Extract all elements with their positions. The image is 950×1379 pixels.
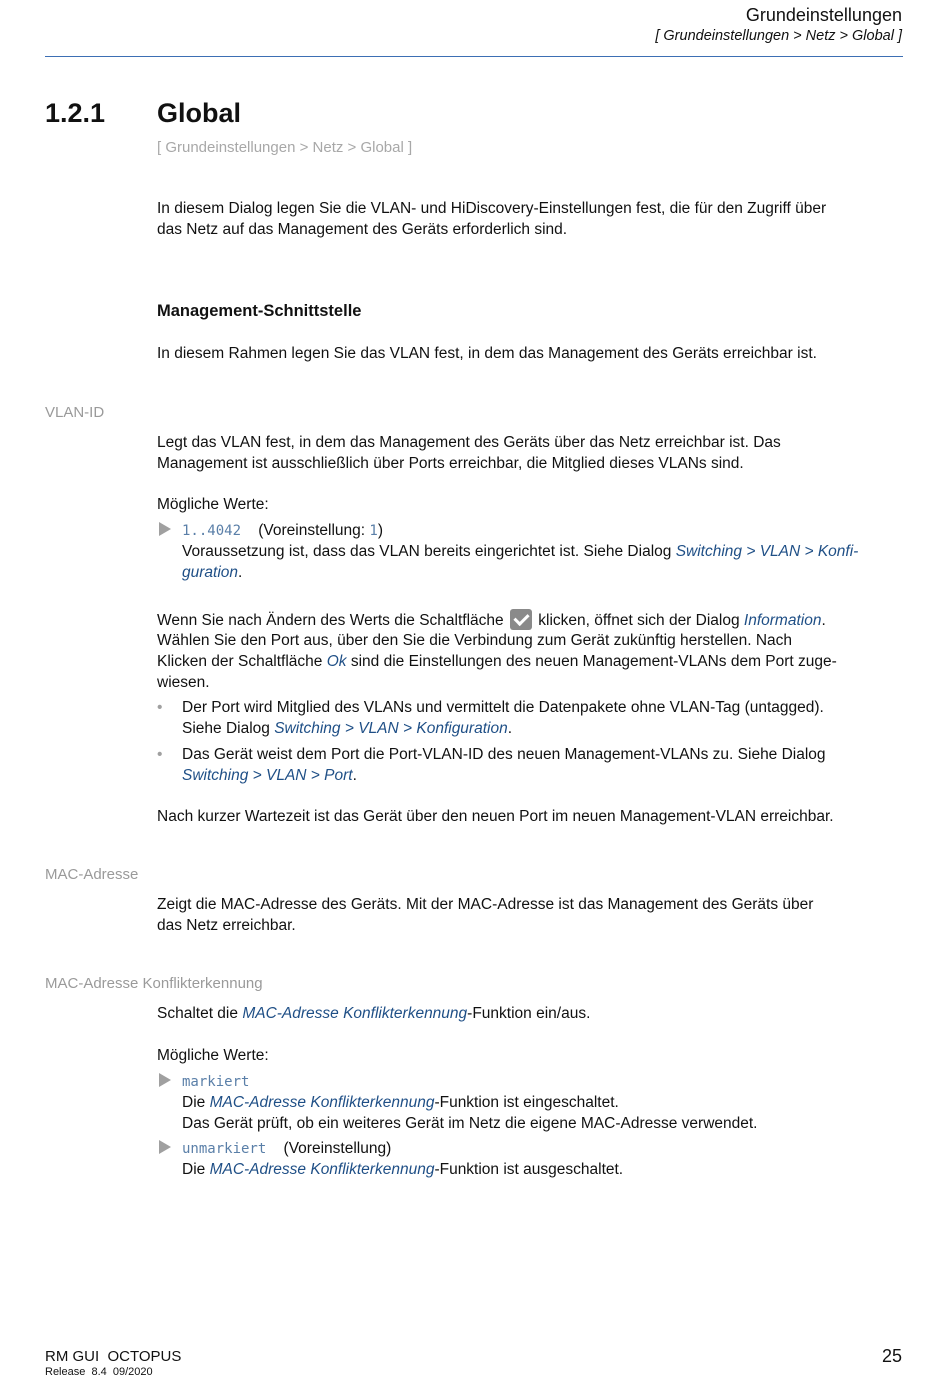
vlan-change-text: Wenn Sie nach Ändern des Werts die Schaltfläche <box>157 612 508 629</box>
vlan-change-line-2: Wählen Sie den Port aus, über den Sie die Verbindung zum Gerät zukünftig herstellen. Nach <box>157 632 793 649</box>
footer-product: RM GUI OCTOPUS <box>45 1348 182 1365</box>
v2-suffix: -Funktion ist ausgeschaltet. <box>434 1161 624 1178</box>
macconf-value-unmarkiert <box>182 1138 907 1160</box>
bullet-1-line-2 <box>182 718 907 739</box>
footer-release: Release 8.4 09/2020 <box>45 1366 153 1378</box>
vlan-change-text-3: Klicken der Schaltfläche <box>157 653 327 670</box>
vlan-after-text: Nach kurzer Wartezeit ist das Gerät über den neuen Port im neuen Management-VLAN erreichbar. <box>157 808 834 825</box>
intro-line-2: das Netz auf das Management des Geräts erforderlich sind. <box>157 221 568 238</box>
period: . <box>821 612 826 629</box>
vlan-change-line-1 <box>157 609 907 631</box>
v1-prefix: Die <box>182 1094 210 1111</box>
macconf-desc-suffix: -Funktion ein/aus. <box>467 1005 591 1022</box>
value-unmarkiert: unmarkiert <box>182 1141 267 1157</box>
subheading-management: Management-Schnittstelle <box>157 302 362 320</box>
link-switching-vlan-port[interactable]: Switching > VLAN > Port <box>182 767 353 784</box>
link-konfiguration-continued[interactable]: guration <box>182 564 239 581</box>
period: . <box>352 767 357 784</box>
vlan-requirement-text: Voraussetzung ist, dass das VLAN bereits eingerichtet ist. Siehe Dialog <box>182 543 676 560</box>
triangle-bullet-icon <box>159 522 171 536</box>
section-path: [ Grundeinstellungen > Netz > Global ] <box>157 139 413 156</box>
mac-desc-line-2: das Netz erreichbar. <box>157 917 296 934</box>
header-divider <box>45 56 903 57</box>
check-button-icon <box>510 609 532 630</box>
vlan-values-label: Mögliche Werte: <box>157 496 269 513</box>
v1-suffix: -Funktion ist eingeschaltet. <box>434 1094 619 1111</box>
param-label-vlan-id: VLAN-ID <box>45 404 105 421</box>
vlan-requirement-line-2 <box>182 562 907 583</box>
param-label-mac-conflict: MAC-Adresse Konflikterkennung <box>45 975 263 992</box>
vlan-default-prefix: (Voreinstellung: <box>258 522 370 539</box>
link-switching-vlan-konfiguration[interactable]: Switching > VLAN > Konfi- <box>675 543 859 560</box>
value-markiert: markiert <box>182 1074 250 1090</box>
bullet-1-line-1: Der Port wird Mitglied des VLANs und vermittelt die Datenpakete ohne VLAN-Tag (untagged). <box>182 699 824 716</box>
vlan-desc-line-1: Legt das VLAN fest, in dem das Management des Geräts über das Netz erreichbar ist. Das <box>157 434 781 451</box>
intro-line-1: In diesem Dialog legen Sie die VLAN- und HiDiscovery-Einstellungen fest, die für den Zugriff über <box>157 200 827 217</box>
macconf-value-markiert <box>182 1071 907 1093</box>
running-header-path: [ Grundeinstellungen > Netz > Global ] <box>655 28 902 44</box>
link-mac-conflict-function-3[interactable]: MAC-Adresse Konflikterkennung <box>209 1161 435 1178</box>
link-mac-conflict-function-2[interactable]: MAC-Adresse Konflikterkennung <box>209 1094 435 1111</box>
v2-default: (Voreinstellung) <box>283 1140 392 1157</box>
triangle-bullet-icon <box>159 1073 171 1087</box>
vlan-change-line-3 <box>157 651 907 672</box>
vlan-default-value: 1 <box>369 523 378 539</box>
vlan-change-text-mid: klicken, öffnet sich der Dialog <box>533 612 744 629</box>
vlan-change-line-4: wiesen. <box>157 674 210 691</box>
link-ok-button[interactable]: Ok <box>326 653 347 670</box>
vlan-requirement-line-1 <box>182 541 907 562</box>
bullet-dot: • <box>157 699 163 716</box>
triangle-bullet-icon <box>159 1140 171 1154</box>
period: . <box>507 720 513 737</box>
mac-desc-line-1: Zeigt die MAC-Adresse des Geräts. Mit der MAC-Adresse ist das Management des Geräts über <box>157 896 814 913</box>
bullet-dot: • <box>157 746 163 763</box>
bullet-1-prefix: Siehe Dialog <box>182 720 275 737</box>
link-switching-vlan-konfiguration-2[interactable]: Switching > VLAN > Konfiguration <box>274 720 508 737</box>
section-number: 1.2.1 <box>45 98 106 128</box>
vlan-range-value: 1..4042 <box>182 523 242 539</box>
page-number: 25 <box>881 1346 902 1366</box>
param-label-mac-address: MAC-Adresse <box>45 866 139 883</box>
macconf-v1-line-1 <box>182 1092 907 1113</box>
period: . <box>238 564 243 581</box>
link-mac-conflict-function[interactable]: MAC-Adresse Konflikterkennung <box>242 1005 468 1022</box>
bullet-2-line-1: Das Gerät weist dem Port die Port-VLAN-ID des neuen Management-VLANs zu. Siehe Dialog <box>182 746 826 763</box>
running-header-title: Grundeinstellungen <box>745 5 902 25</box>
vlan-change-text-3-end: sind die Einstellungen des neuen Management-VLANs dem Port zuge- <box>346 653 837 670</box>
vlan-default-suffix: ) <box>377 522 384 539</box>
link-information-dialog[interactable]: Information <box>743 612 822 629</box>
v2-prefix: Die <box>182 1161 210 1178</box>
section-title: Global <box>157 98 242 128</box>
macconf-v1-line-2: Das Gerät prüft, ob ein weiteres Gerät im Netz die eigene MAC-Adresse verwendet. <box>182 1115 758 1132</box>
macconf-desc <box>157 1003 907 1024</box>
vlan-desc-line-2: Management ist ausschließlich über Ports erreichbar, die Mitglied dieses VLANs sind. <box>157 455 744 472</box>
bullet-2-line-2 <box>182 765 907 786</box>
management-text: In diesem Rahmen legen Sie das VLAN fest, in dem das Management des Geräts erreichbar ist. <box>157 345 817 362</box>
macconf-v2-line-1 <box>182 1159 907 1180</box>
vlan-range-item <box>182 520 907 542</box>
macconf-values-label: Mögliche Werte: <box>157 1047 269 1064</box>
macconf-desc-prefix: Schaltet die <box>157 1005 243 1022</box>
